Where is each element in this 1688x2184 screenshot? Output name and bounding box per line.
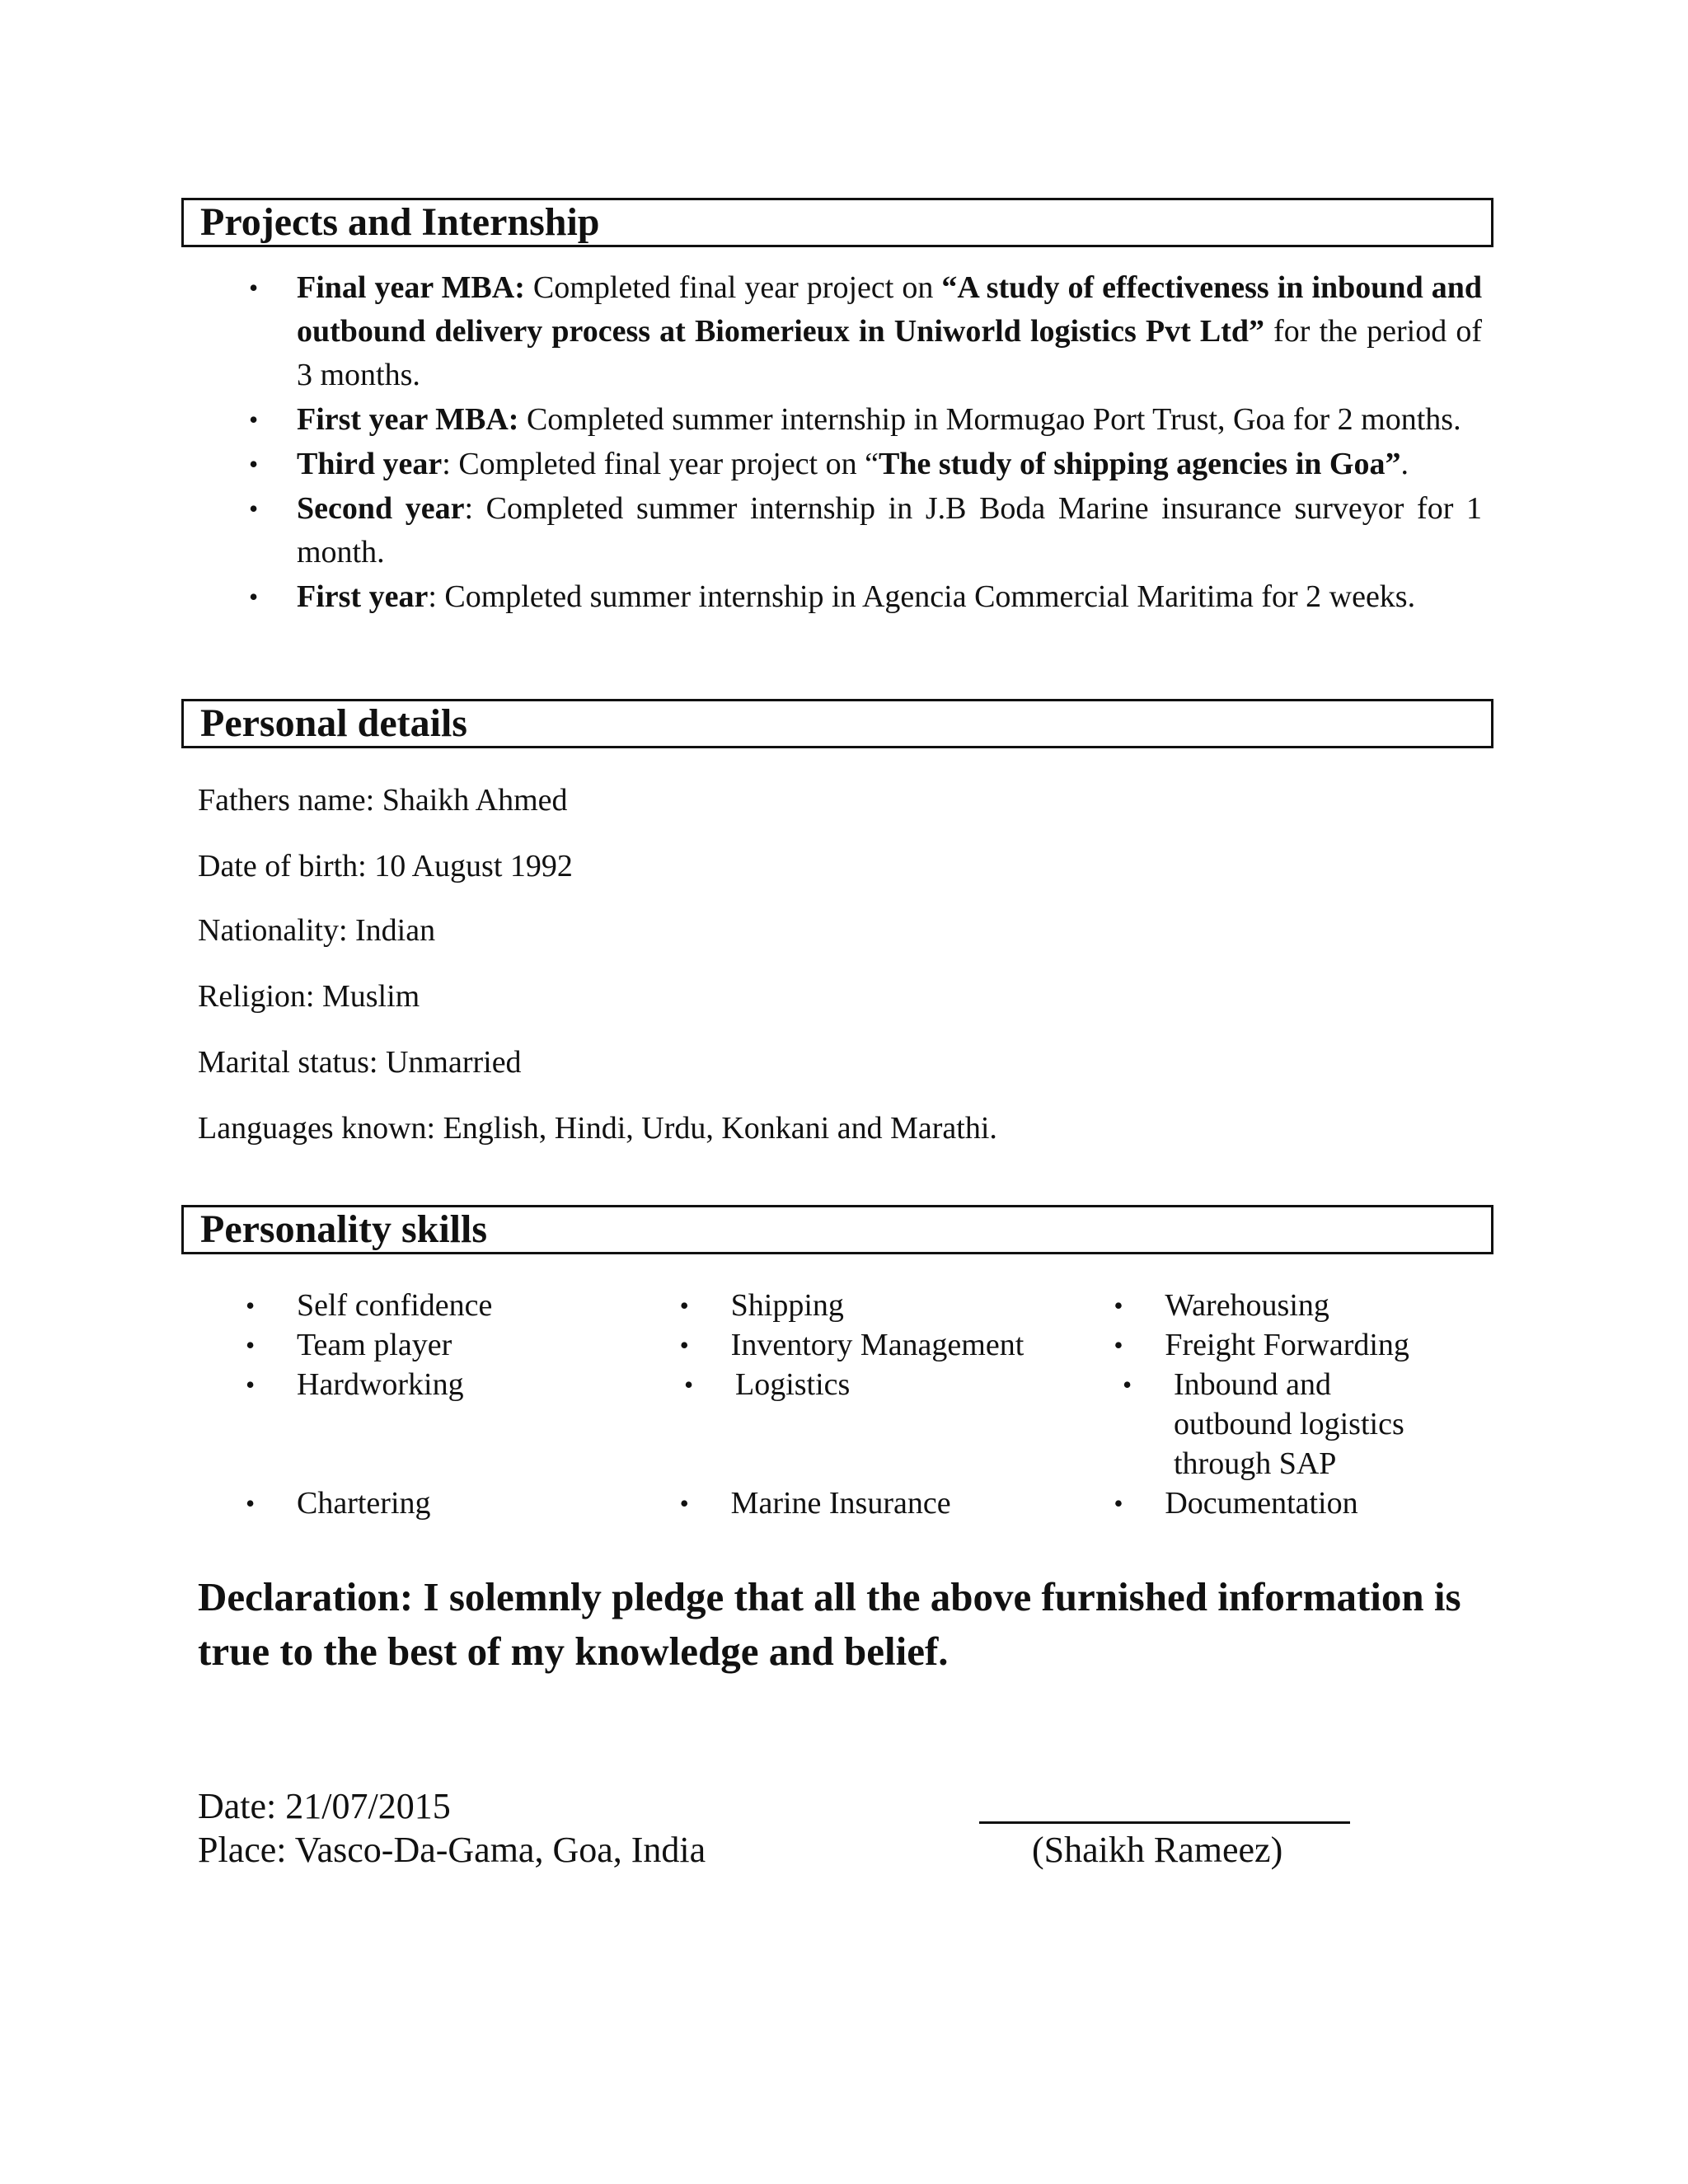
skill-label: Self confidence bbox=[297, 1288, 493, 1323]
project-text-end: for the period of 3 months. bbox=[297, 314, 1483, 392]
project-label: Second year bbox=[297, 491, 465, 526]
project-item-4 bbox=[249, 487, 1482, 574]
skills-heading-box bbox=[181, 1205, 1493, 1254]
project-label: First year MBA: bbox=[297, 402, 519, 437]
bullet-icon: • bbox=[249, 273, 259, 302]
skill-label: Hardworking bbox=[297, 1367, 464, 1402]
project-text: : Completed summer internship in Agencia Commercial Maritima for 2 weeks. bbox=[428, 579, 1416, 614]
bullet-icon: • bbox=[1123, 1370, 1132, 1399]
bullet-icon: • bbox=[246, 1291, 256, 1320]
project-text: : Completed final year project on “ bbox=[442, 447, 879, 481]
skills-heading: Personality skills bbox=[200, 1207, 488, 1251]
project-text-end: . bbox=[1400, 447, 1409, 481]
project-item-3 bbox=[249, 443, 1482, 486]
languages-known: Languages known: English, Hindi, Urdu, Konkani and Marathi. bbox=[198, 1111, 997, 1146]
project-label: Final year MBA: bbox=[297, 270, 525, 305]
skill-item bbox=[198, 1483, 632, 1523]
skill-label: Shipping bbox=[730, 1288, 844, 1323]
nationality: Nationality: Indian bbox=[198, 913, 436, 948]
bullet-icon: • bbox=[249, 494, 259, 523]
skill-item bbox=[198, 1286, 632, 1325]
fathers-name: Fathers name: Shaikh Ahmed bbox=[198, 783, 568, 818]
skill-label: Warehousing bbox=[1165, 1288, 1329, 1323]
project-label: Third year bbox=[297, 447, 443, 481]
project-item-2 bbox=[249, 398, 1482, 442]
skill-label: Marine Insurance bbox=[730, 1486, 951, 1521]
bullet-icon: • bbox=[679, 1330, 689, 1360]
skill-label: Inventory Management bbox=[730, 1328, 1025, 1362]
footer-date-place bbox=[198, 1784, 706, 1872]
skills-row bbox=[198, 1365, 1500, 1483]
skills-row bbox=[198, 1325, 1500, 1365]
signature-line bbox=[979, 1821, 1350, 1824]
date-of-birth: Date of birth: 10 August 1992 bbox=[198, 849, 573, 883]
project-item-5 bbox=[249, 575, 1482, 619]
skill-label: Logistics bbox=[735, 1367, 851, 1402]
project-title: “A study of effectiveness in inbound and outbound delivery process at Biomerieux in Uniworld logistics Pvt Ltd” bbox=[297, 270, 1482, 349]
declaration: Declaration: I solemnly pledge that all the above furnished information is true to the best of my knowledge and belief. bbox=[198, 1574, 1461, 1674]
skill-label: Team player bbox=[297, 1328, 452, 1362]
footer-place: Place: Vasco-Da-Gama, Goa, India bbox=[198, 1830, 706, 1870]
marital-status: Marital status: Unmarried bbox=[198, 1045, 522, 1080]
skill-item bbox=[632, 1325, 1067, 1365]
skill-label: Inbound and outbound logistics through SAP bbox=[1174, 1367, 1404, 1481]
footer-date: Date: 21/07/2015 bbox=[198, 1786, 451, 1826]
project-item-1 bbox=[249, 266, 1483, 397]
bullet-icon: • bbox=[249, 582, 259, 612]
skill-item bbox=[1066, 1483, 1500, 1523]
religion: Religion: Muslim bbox=[198, 979, 420, 1014]
project-text: Completed summer internship in Mormugao Port Trust, Goa for 2 months. bbox=[518, 402, 1461, 437]
bullet-icon: • bbox=[1114, 1488, 1123, 1518]
bullet-icon: • bbox=[679, 1488, 689, 1518]
bullet-icon: • bbox=[679, 1291, 689, 1320]
skill-item bbox=[1075, 1365, 1421, 1483]
project-title: The study of shipping agencies in Goa” bbox=[878, 447, 1401, 481]
personal-heading: Personal details bbox=[200, 701, 467, 745]
projects-heading: Projects and Internship bbox=[200, 200, 600, 244]
skills-row bbox=[198, 1483, 1500, 1523]
bullet-icon: • bbox=[246, 1330, 256, 1360]
skill-item bbox=[198, 1325, 632, 1365]
project-text: Completed final year project on bbox=[524, 270, 942, 305]
skills-row bbox=[198, 1286, 1500, 1325]
projects-heading-box bbox=[181, 198, 1493, 247]
bullet-icon: • bbox=[249, 449, 259, 479]
skill-item bbox=[632, 1483, 1067, 1523]
skill-item bbox=[1066, 1325, 1500, 1365]
bullet-icon: • bbox=[249, 405, 259, 434]
bullet-icon: • bbox=[1114, 1330, 1123, 1360]
projects-list bbox=[249, 266, 1483, 620]
bullet-icon: • bbox=[246, 1370, 256, 1399]
skill-item bbox=[632, 1286, 1067, 1325]
skill-label: Freight Forwarding bbox=[1165, 1328, 1409, 1362]
signature-name: (Shaikh Rameez) bbox=[1032, 1830, 1283, 1870]
bullet-icon: • bbox=[1114, 1291, 1123, 1320]
skill-item bbox=[198, 1365, 636, 1483]
skill-label: Documentation bbox=[1165, 1486, 1358, 1521]
skills-grid bbox=[198, 1286, 1500, 1523]
project-label: First year bbox=[297, 579, 429, 614]
personal-heading-box bbox=[181, 699, 1493, 748]
skill-label: Chartering bbox=[297, 1486, 431, 1521]
bullet-icon: • bbox=[684, 1370, 694, 1399]
skill-item bbox=[1066, 1286, 1500, 1325]
project-text: : Completed summer internship in J.B Boda Marine insurance surveyor for 1 month. bbox=[297, 491, 1482, 569]
bullet-icon: • bbox=[246, 1488, 256, 1518]
skill-item bbox=[636, 1365, 1075, 1483]
